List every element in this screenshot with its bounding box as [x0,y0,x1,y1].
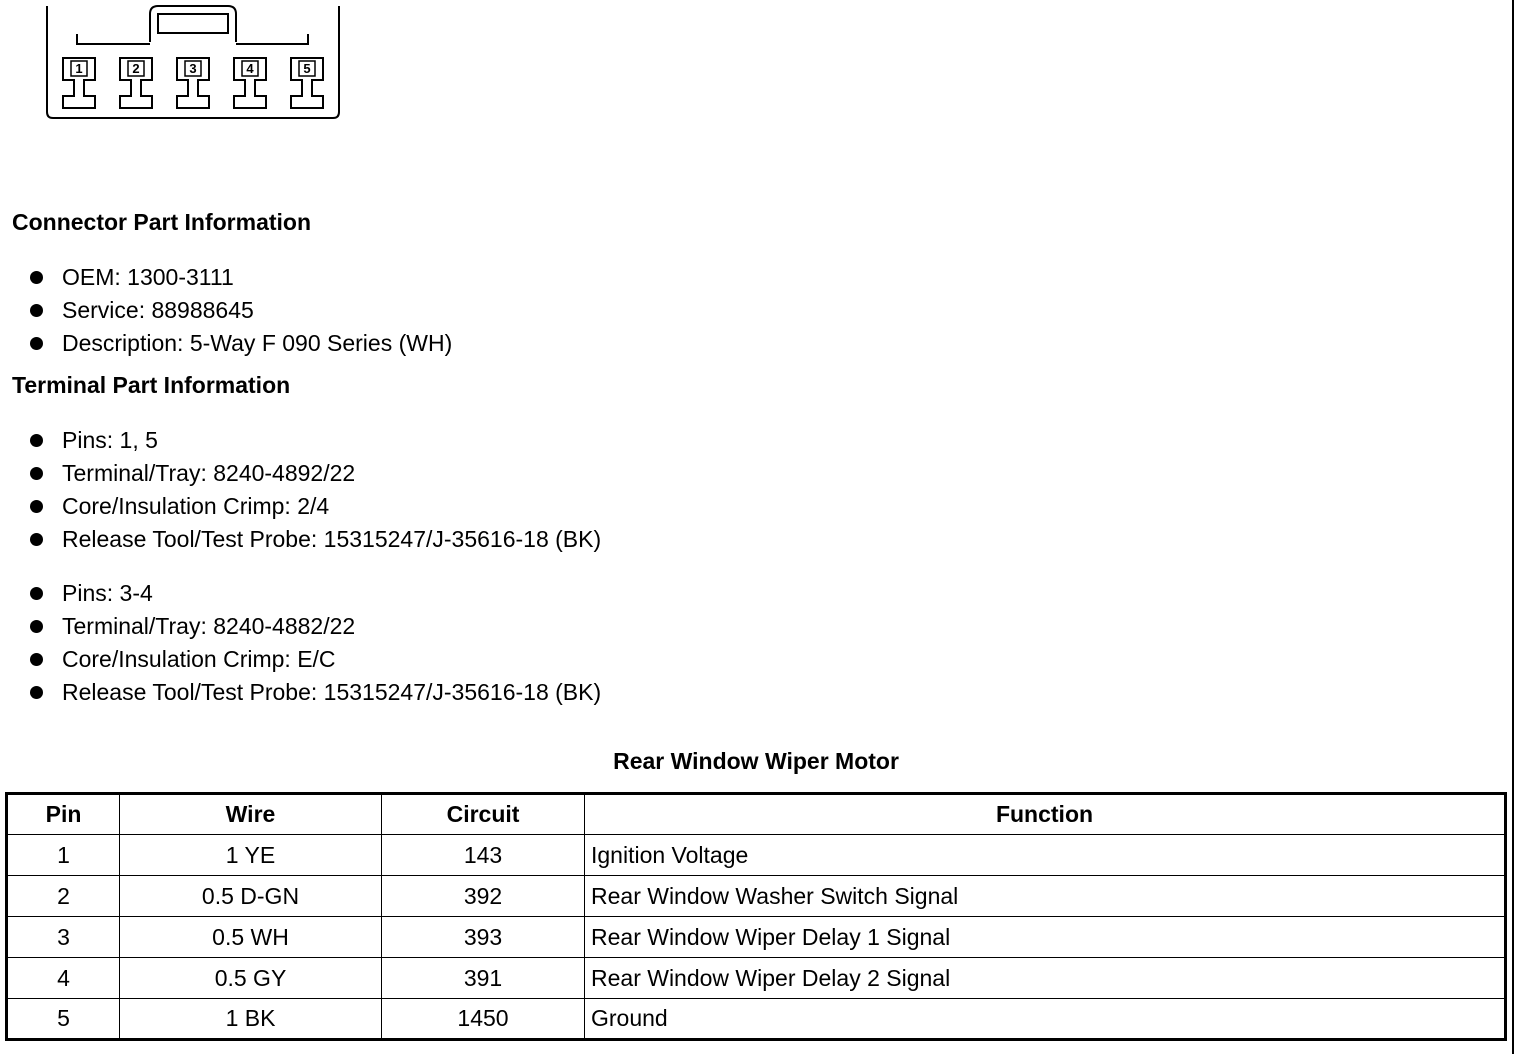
cell-pin: 4 [7,958,120,999]
cell-wire: 0.5 GY [120,958,382,999]
list-item-text: OEM: 1300-3111 [62,264,234,290]
list-item [30,457,601,490]
cell-function: Ignition Voltage [585,835,1506,876]
list-item-text: Release Tool/Test Probe: 15315247/J-35616-18 (BK) [62,526,602,552]
table-title: Rear Window Wiper Motor [613,748,899,774]
list-item [30,523,601,556]
cell-function: Ground [585,999,1506,1040]
bullet-icon [30,653,43,666]
list-item-text: Terminal/Tray: 8240-4892/22 [62,460,356,486]
cell-function: Rear Window Washer Switch Signal [585,876,1506,917]
pin-label: 4 [246,61,254,76]
bullet-icon [30,620,43,633]
cell-circuit: 1450 [382,999,585,1040]
list-item [30,261,452,294]
cell-wire: 0.5 D-GN [120,876,382,917]
connector-part-info-list [30,261,452,360]
list-item [30,610,601,643]
table-row [7,917,1506,958]
bullet-icon [30,337,43,350]
terminal-part-info-list-2 [30,577,601,709]
terminal-part-info-heading: Terminal Part Information [12,372,291,398]
list-item-text: Core/Insulation Crimp: E/C [62,646,336,672]
pin-cavity-5 [291,58,323,108]
list-item-text: Description: 5-Way F 090 Series (WH) [62,330,453,356]
pin-label: 2 [132,61,140,76]
list-item-text: Core/Insulation Crimp: 2/4 [62,493,330,519]
table-header-row [7,794,1506,835]
list-item-text: Service: 88988645 [62,297,254,323]
cell-pin: 5 [7,999,120,1040]
column-header-circuit: Circuit [382,794,585,835]
list-item [30,643,601,676]
pin-table [5,792,1507,1041]
list-item [30,424,601,457]
page-right-border [1512,0,1514,1054]
bullet-icon [30,304,43,317]
cell-wire: 1 YE [120,835,382,876]
column-header-pin: Pin [7,794,120,835]
list-item [30,490,601,523]
cell-function: Rear Window Wiper Delay 2 Signal [585,958,1506,999]
list-item [30,676,601,709]
cell-pin: 2 [7,876,120,917]
table-row [7,876,1506,917]
cell-circuit: 393 [382,917,585,958]
pin-cavity-4 [234,58,266,108]
connector-part-info-heading: Connector Part Information [12,209,312,235]
bullet-icon [30,587,43,600]
pin-label: 1 [75,61,83,76]
cell-wire: 1 BK [120,999,382,1040]
list-item-text: Pins: 1, 5 [62,427,158,453]
pin-label: 5 [303,61,311,76]
column-header-function: Function [585,794,1506,835]
terminal-part-info-list-1 [30,424,601,556]
cell-circuit: 391 [382,958,585,999]
pin-cavity-2 [120,58,152,108]
list-item [30,577,601,610]
pin-label: 3 [189,61,197,76]
table-row [7,999,1506,1040]
table-row [7,835,1506,876]
list-item-text: Pins: 3-4 [62,580,153,606]
bullet-icon [30,434,43,447]
cell-circuit: 143 [382,835,585,876]
list-item [30,327,452,360]
cell-wire: 0.5 WH [120,917,382,958]
list-item-text: Release Tool/Test Probe: 15315247/J-35616-18 (BK) [62,679,602,705]
table-row [7,958,1506,999]
bullet-icon [30,271,43,284]
column-header-wire: Wire [120,794,382,835]
cell-circuit: 392 [382,876,585,917]
cell-function: Rear Window Wiper Delay 1 Signal [585,917,1506,958]
connector-face-diagram [40,0,350,130]
list-item-text: Terminal/Tray: 8240-4882/22 [62,613,356,639]
cell-pin: 1 [7,835,120,876]
cell-pin: 3 [7,917,120,958]
pin-cavity-3 [177,58,209,108]
bullet-icon [30,686,43,699]
list-item [30,294,452,327]
bullet-icon [30,467,43,480]
pin-cavity-1 [63,58,95,108]
bullet-icon [30,500,43,513]
bullet-icon [30,533,43,546]
